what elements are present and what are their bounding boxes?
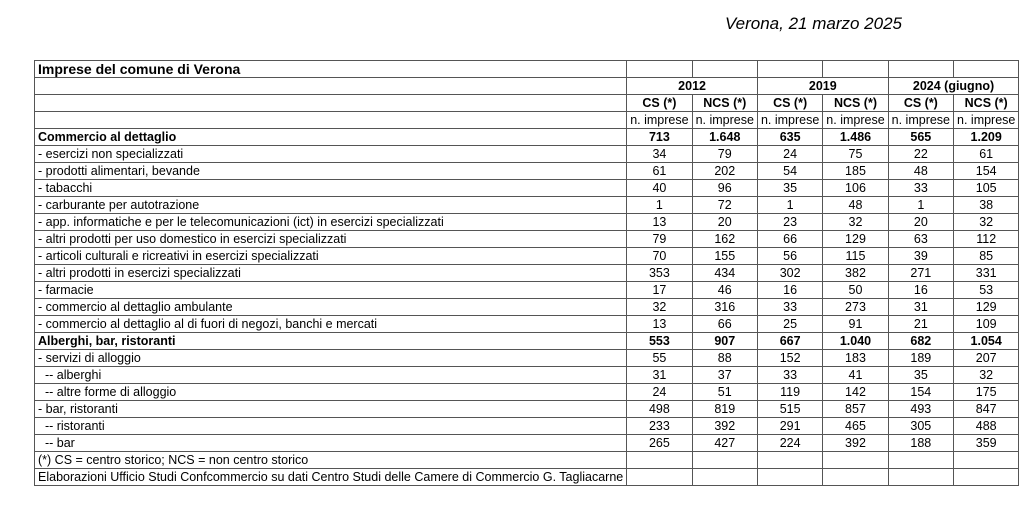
cell-value: 31: [888, 299, 953, 316]
cell-value: 207: [954, 350, 1019, 367]
cell-value: 635: [757, 129, 822, 146]
subcol-header: CS (*): [757, 95, 822, 112]
cell-value: 106: [823, 180, 888, 197]
cell-value: 25: [757, 316, 822, 333]
cell-value: 21: [888, 316, 953, 333]
cell-value: 32: [627, 299, 692, 316]
row-label: Alberghi, bar, ristoranti: [35, 333, 627, 350]
table-row: [35, 367, 1019, 384]
row-label: - altri prodotti per uso domestico in esercizi specializzati: [35, 231, 627, 248]
cell-value: 553: [627, 333, 692, 350]
title-row: [35, 61, 1019, 78]
year-header-row: [35, 78, 1019, 95]
row-label: - esercizi non specializzati: [35, 146, 627, 163]
cell-value: 109: [954, 316, 1019, 333]
table-row: [35, 129, 1019, 146]
cell-value: 224: [757, 435, 822, 452]
cell-value: 857: [823, 401, 888, 418]
cell-value: 96: [692, 180, 757, 197]
cell-value: 79: [627, 231, 692, 248]
unit-label: n. imprese: [823, 112, 888, 129]
row-label: -- ristoranti: [35, 418, 627, 435]
unit-label: n. imprese: [692, 112, 757, 129]
cell-value: 50: [823, 282, 888, 299]
cell-value: 188: [888, 435, 953, 452]
cell-value: 392: [692, 418, 757, 435]
cell-value: 713: [627, 129, 692, 146]
cell-value: 1: [757, 197, 822, 214]
cell-value: 667: [757, 333, 822, 350]
cell-value: 72: [692, 197, 757, 214]
subcol-header: CS (*): [627, 95, 692, 112]
cell-value: 48: [888, 163, 953, 180]
cell-value: 66: [757, 231, 822, 248]
cell-value: 75: [823, 146, 888, 163]
table-row: [35, 401, 1019, 418]
cell-value: 392: [823, 435, 888, 452]
cell-value: 115: [823, 248, 888, 265]
cell-value: 129: [954, 299, 1019, 316]
subcol-header: NCS (*): [823, 95, 888, 112]
cell-value: 316: [692, 299, 757, 316]
cell-value: 465: [823, 418, 888, 435]
cell-value: 112: [954, 231, 1019, 248]
cell-value: 189: [888, 350, 953, 367]
cell-value: 488: [954, 418, 1019, 435]
cell-value: 33: [757, 367, 822, 384]
cell-value: 16: [757, 282, 822, 299]
source-row: [35, 469, 1019, 486]
subcol-header: NCS (*): [954, 95, 1019, 112]
cell-value: 24: [627, 384, 692, 401]
cell-value: 273: [823, 299, 888, 316]
cell-value: 61: [954, 146, 1019, 163]
row-label: - altri prodotti in esercizi specializzati: [35, 265, 627, 282]
table-row: [35, 214, 1019, 231]
row-label: -- alberghi: [35, 367, 627, 384]
table-row: [35, 231, 1019, 248]
table-title: Imprese del comune di Verona: [35, 61, 627, 78]
row-label: - tabacchi: [35, 180, 627, 197]
cell-value: 33: [888, 180, 953, 197]
cell-value: 119: [757, 384, 822, 401]
cell-value: 142: [823, 384, 888, 401]
cell-value: 31: [627, 367, 692, 384]
cell-value: 434: [692, 265, 757, 282]
cell-value: 515: [757, 401, 822, 418]
cell-value: 88: [692, 350, 757, 367]
year-header: 2012: [627, 78, 758, 95]
cell-value: 202: [692, 163, 757, 180]
cell-value: 498: [627, 401, 692, 418]
cell-value: 22: [888, 146, 953, 163]
unit-label: n. imprese: [888, 112, 953, 129]
cell-value: 40: [627, 180, 692, 197]
cell-value: 819: [692, 401, 757, 418]
cell-value: 152: [757, 350, 822, 367]
table-source: Elaborazioni Ufficio Studi Confcommercio su dati Centro Studi delle Camere di Commercio G. Tagliacarne: [35, 469, 627, 486]
table-row: [35, 418, 1019, 435]
cell-value: 1.486: [823, 129, 888, 146]
cell-value: 16: [888, 282, 953, 299]
cell-value: 46: [692, 282, 757, 299]
cell-value: 183: [823, 350, 888, 367]
cell-value: 162: [692, 231, 757, 248]
row-label: - articoli culturali e ricreativi in esercizi specializzati: [35, 248, 627, 265]
cell-value: 13: [627, 316, 692, 333]
table-row: [35, 350, 1019, 367]
cell-value: 51: [692, 384, 757, 401]
cell-value: 63: [888, 231, 953, 248]
cell-value: 427: [692, 435, 757, 452]
unit-row: [35, 112, 1019, 129]
cell-value: 302: [757, 265, 822, 282]
unit-label: n. imprese: [954, 112, 1019, 129]
cell-value: 154: [888, 384, 953, 401]
subcol-header: NCS (*): [692, 95, 757, 112]
cell-value: 305: [888, 418, 953, 435]
cell-value: 66: [692, 316, 757, 333]
cell-value: 129: [823, 231, 888, 248]
cell-value: 32: [954, 214, 1019, 231]
cell-value: 55: [627, 350, 692, 367]
table-row: [35, 197, 1019, 214]
table-row: [35, 282, 1019, 299]
cell-value: 34: [627, 146, 692, 163]
cell-value: 70: [627, 248, 692, 265]
cell-value: 359: [954, 435, 1019, 452]
cell-value: 271: [888, 265, 953, 282]
table-row: [35, 265, 1019, 282]
cell-value: 1.648: [692, 129, 757, 146]
cell-value: 175: [954, 384, 1019, 401]
cell-value: 353: [627, 265, 692, 282]
cell-value: 35: [757, 180, 822, 197]
cell-value: 20: [888, 214, 953, 231]
cell-value: 53: [954, 282, 1019, 299]
cell-value: 48: [823, 197, 888, 214]
cell-value: 847: [954, 401, 1019, 418]
cell-value: 291: [757, 418, 822, 435]
cell-value: 33: [757, 299, 822, 316]
table-footnote: (*) CS = centro storico; NCS = non centro storico: [35, 452, 627, 469]
cell-value: 17: [627, 282, 692, 299]
cell-value: 39: [888, 248, 953, 265]
table-row: [35, 163, 1019, 180]
cell-value: 38: [954, 197, 1019, 214]
row-label: - carburante per autotrazione: [35, 197, 627, 214]
row-label: - commercio al dettaglio al di fuori di negozi, banchi e mercati: [35, 316, 627, 333]
cell-value: 85: [954, 248, 1019, 265]
cell-value: 20: [692, 214, 757, 231]
row-label: -- altre forme di alloggio: [35, 384, 627, 401]
row-label: - prodotti alimentari, bevande: [35, 163, 627, 180]
unit-label: n. imprese: [627, 112, 692, 129]
row-label: - servizi di alloggio: [35, 350, 627, 367]
table-row: [35, 180, 1019, 197]
enterprises-table: [34, 60, 1019, 486]
cell-value: 32: [954, 367, 1019, 384]
year-header: 2019: [757, 78, 888, 95]
row-label: -- bar: [35, 435, 627, 452]
cell-value: 331: [954, 265, 1019, 282]
cell-value: 13: [627, 214, 692, 231]
cell-value: 682: [888, 333, 953, 350]
cell-value: 35: [888, 367, 953, 384]
row-label: - bar, ristoranti: [35, 401, 627, 418]
cell-value: 79: [692, 146, 757, 163]
cell-value: 185: [823, 163, 888, 180]
row-label: - farmacie: [35, 282, 627, 299]
unit-label: n. imprese: [757, 112, 822, 129]
table-row: [35, 248, 1019, 265]
row-label: Commercio al dettaglio: [35, 129, 627, 146]
table-row: [35, 384, 1019, 401]
cell-value: 493: [888, 401, 953, 418]
year-header: 2024 (giugno): [888, 78, 1019, 95]
cell-value: 155: [692, 248, 757, 265]
cell-value: 1.054: [954, 333, 1019, 350]
subcol-header-row: [35, 95, 1019, 112]
table-row: [35, 333, 1019, 350]
cell-value: 91: [823, 316, 888, 333]
cell-value: 1.209: [954, 129, 1019, 146]
cell-value: 61: [627, 163, 692, 180]
table-row: [35, 316, 1019, 333]
footnote-row: [35, 452, 1019, 469]
cell-value: 382: [823, 265, 888, 282]
cell-value: 907: [692, 333, 757, 350]
cell-value: 105: [954, 180, 1019, 197]
cell-value: 56: [757, 248, 822, 265]
cell-value: 1: [627, 197, 692, 214]
cell-value: 54: [757, 163, 822, 180]
cell-value: 37: [692, 367, 757, 384]
table-row: [35, 435, 1019, 452]
table-row: [35, 299, 1019, 316]
cell-value: 1: [888, 197, 953, 214]
cell-value: 23: [757, 214, 822, 231]
cell-value: 154: [954, 163, 1019, 180]
subcol-header: CS (*): [888, 95, 953, 112]
cell-value: 565: [888, 129, 953, 146]
cell-value: 233: [627, 418, 692, 435]
row-label: - app. informatiche e per le telecomunicazioni (ict) in esercizi specializzati: [35, 214, 627, 231]
row-label: - commercio al dettaglio ambulante: [35, 299, 627, 316]
cell-value: 24: [757, 146, 822, 163]
cell-value: 32: [823, 214, 888, 231]
cell-value: 41: [823, 367, 888, 384]
cell-value: 1.040: [823, 333, 888, 350]
table-row: [35, 146, 1019, 163]
document-date: Verona, 21 marzo 2025: [724, 14, 902, 33]
cell-value: 265: [627, 435, 692, 452]
